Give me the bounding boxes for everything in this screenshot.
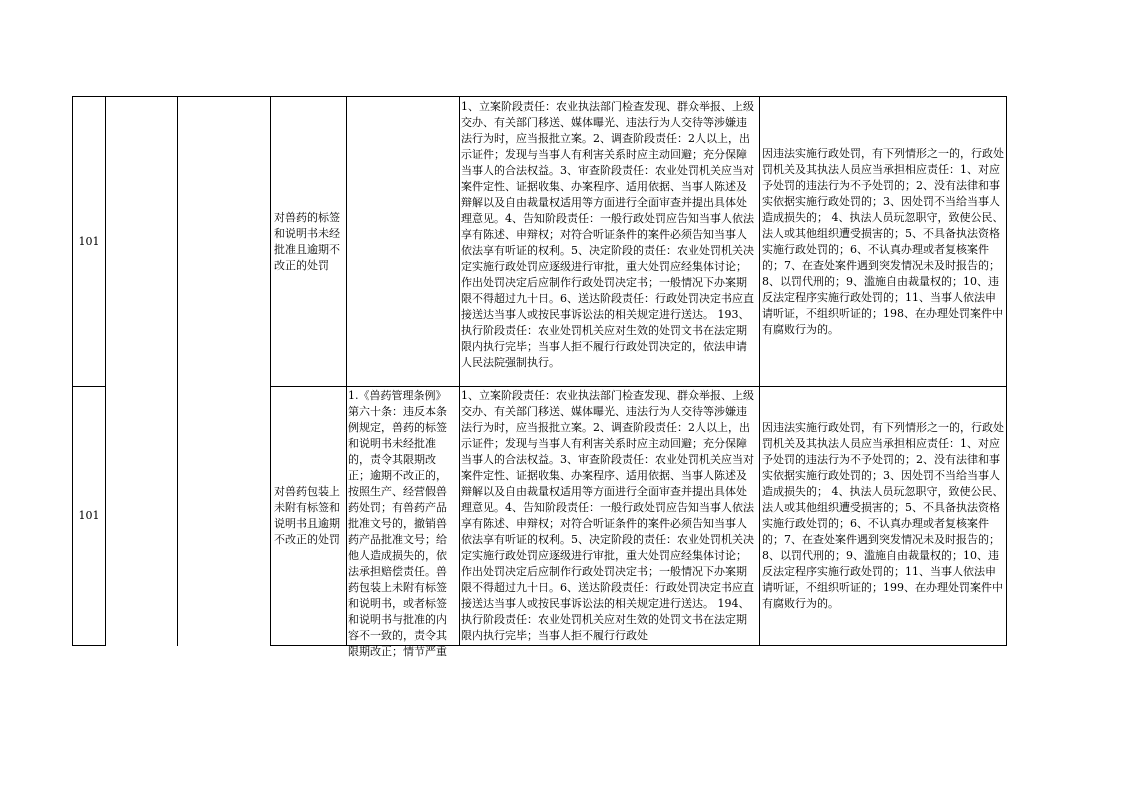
responsibility-text: 1、立案阶段责任：农业执法部门检查发现、群众举报、上级交办、有关部门移送、媒体曝光、违法行为人交待等涉嫌违法行为时，应当报批立案。2、调查阶段责任：2人以上，出示证件；发现与当事人有利害关系时应主动回避；充分保障当事人的合法权益。3、审查阶段责任：农业处罚机关应当对案件定性、证据收集、办案程序、适用依据、当事人陈述及辩解以及自由裁量权适用等方面进行全面审查并提出具体处理意见。4、告知阶段责任：一般行政处罚应告知当事人依法享有陈述、申辩权；对符合听证条件的案件必须告知当事人依法享有听证的权利。5、决定阶段的责任：农业处罚机关决定实施行政处罚应逐级进行审批，重大处罚应经集体讨论；作出处罚决定后应制作行政处罚决定书；一般情况下办案期限不得超过九十日。6、送达阶段责任：行政处罚决定书应直接送达当事人或按民事诉讼法的相关规定进行送达。 194、执行阶段责任：农业处罚机关应对生效的处罚文书在法定期限内执行完毕；当事人拒不履行行政处 — [461, 389, 754, 642]
penalty-table — [72, 96, 1007, 658]
accountability-text: 因违法实施行政处罚，有下列情形之一的，行政处罚机关及其执法人员应当承担相应责任：1、对应予处罚的违法行为不予处罚的；2、没有法律和事实依据实施行政处罚的；3、因处罚不当给当事人造成损失的； 4、执法人员玩忽职守，致使公民、法人或其他组织遭受损害的；5、不具备执法资格实施行政处罚的；6、不认真办理或者复核案件的；7、在查处案件遇到突发情况未及时报告的；8、以罚代刑的；9、滥施自由裁量权的；10、违反法定程序实施行政处罚的；11、当事人依法申请听证，不组织听证的；199、在办理处罚案件中有腐败行为的。 — [762, 421, 1004, 610]
accountability-text: 因违法实施行政处罚，有下列情形之一的，行政处罚机关及其执法人员应当承担相应责任：1、对应予处罚的违法行为不予处罚的；2、没有法律和事实依据实施行政处罚的；3、因处罚不当给当事人造成损失的； 4、执法人员玩忽职守，致使公民、法人或其他组织遭受损害的；5、不具备执法资格实施行政处罚的；6、不认真办理或者复核案件的；7、在查处案件遇到突发情况未及时报告的；8、以罚代刑的；9、滥施自由裁量权的；10、违反法定程序实施行政处罚的；11、当事人依法申请听证，不组织听证的；198、在办理处罚案件中有腐败行为的。 — [762, 146, 1004, 336]
col-border — [346, 96, 347, 646]
table-bottom-border — [72, 645, 105, 646]
basis-cell — [348, 388, 457, 658]
col-border — [459, 96, 460, 646]
legal-basis: 1.《兽药管理条例》第六十条：违反本条例规定，兽药的标签和说明书未经批准的，责令其限期改正；逾期不改正的，按照生产、经营假兽药处罚；有兽药产品批准文号的，撤销兽药产品批准文号；给他人造成损失的，依法承担赔偿责任。兽药包装上未附有标签和说明书，或者标签和说明书与批准的内容不一致的，责令其限期改正；情节严重 — [348, 389, 447, 658]
row-number: 101 — [78, 234, 100, 248]
basis-cell — [348, 97, 457, 386]
item-name-cell — [274, 387, 344, 645]
responsibility-cell — [461, 388, 757, 645]
table-row — [73, 97, 105, 386]
col-border — [177, 96, 178, 646]
responsibility-text: 1、立案阶段责任：农业执法部门检查发现、群众举报、上级交办、有关部门移送、媒体曝光、违法行为人交待等涉嫌违法行为时，应当报批立案。2、调查阶段责任：2人以上，出示证件；发现与当事人有利害关系时应主动回避；充分保障当事人的合法权益。3、审查阶段责任：农业处罚机关应当对案件定性、证据收集、办案程序、适用依据、当事人陈述及辩解以及自由裁量权适用等方面进行全面审查并提出具体处理意见。4、告知阶段责任：一般行政处罚应告知当事人依法享有陈述、申辩权；对符合听证条件的案件必须告知当事人依法享有听证的权利。5、决定阶段的责任：农业处罚机关决定实施行政处罚应逐级进行审批，重大处罚应经集体讨论；作出处罚决定后应制作行政处罚决定书；一般情况下办案期限不得超过九十日。6、送达阶段责任：行政处罚决定书应直接送达当事人或按民事诉讼法的相关规定进行送达。 193、执行阶段责任：农业处罚机关应对生效的处罚文书在法定期限内执行完毕；当事人拒不履行行政处罚决定的，依法申请人民法院强制执行。 — [461, 100, 754, 369]
accountability-cell — [762, 97, 1004, 386]
col-border — [270, 96, 271, 646]
row-number: 101 — [78, 509, 100, 522]
responsibility-cell — [461, 99, 757, 385]
table-row — [73, 387, 105, 645]
col-border — [105, 96, 106, 646]
col-border — [1006, 96, 1007, 646]
item-name-cell — [274, 97, 344, 386]
item-name: 对兽药包装上未附有标签和说明书且逾期不改正的处罚 — [274, 485, 340, 546]
item-name: 对兽药的标签和说明书未经批准且逾期不改正的处罚 — [274, 210, 340, 272]
col-border — [759, 96, 760, 646]
accountability-cell — [762, 387, 1004, 645]
